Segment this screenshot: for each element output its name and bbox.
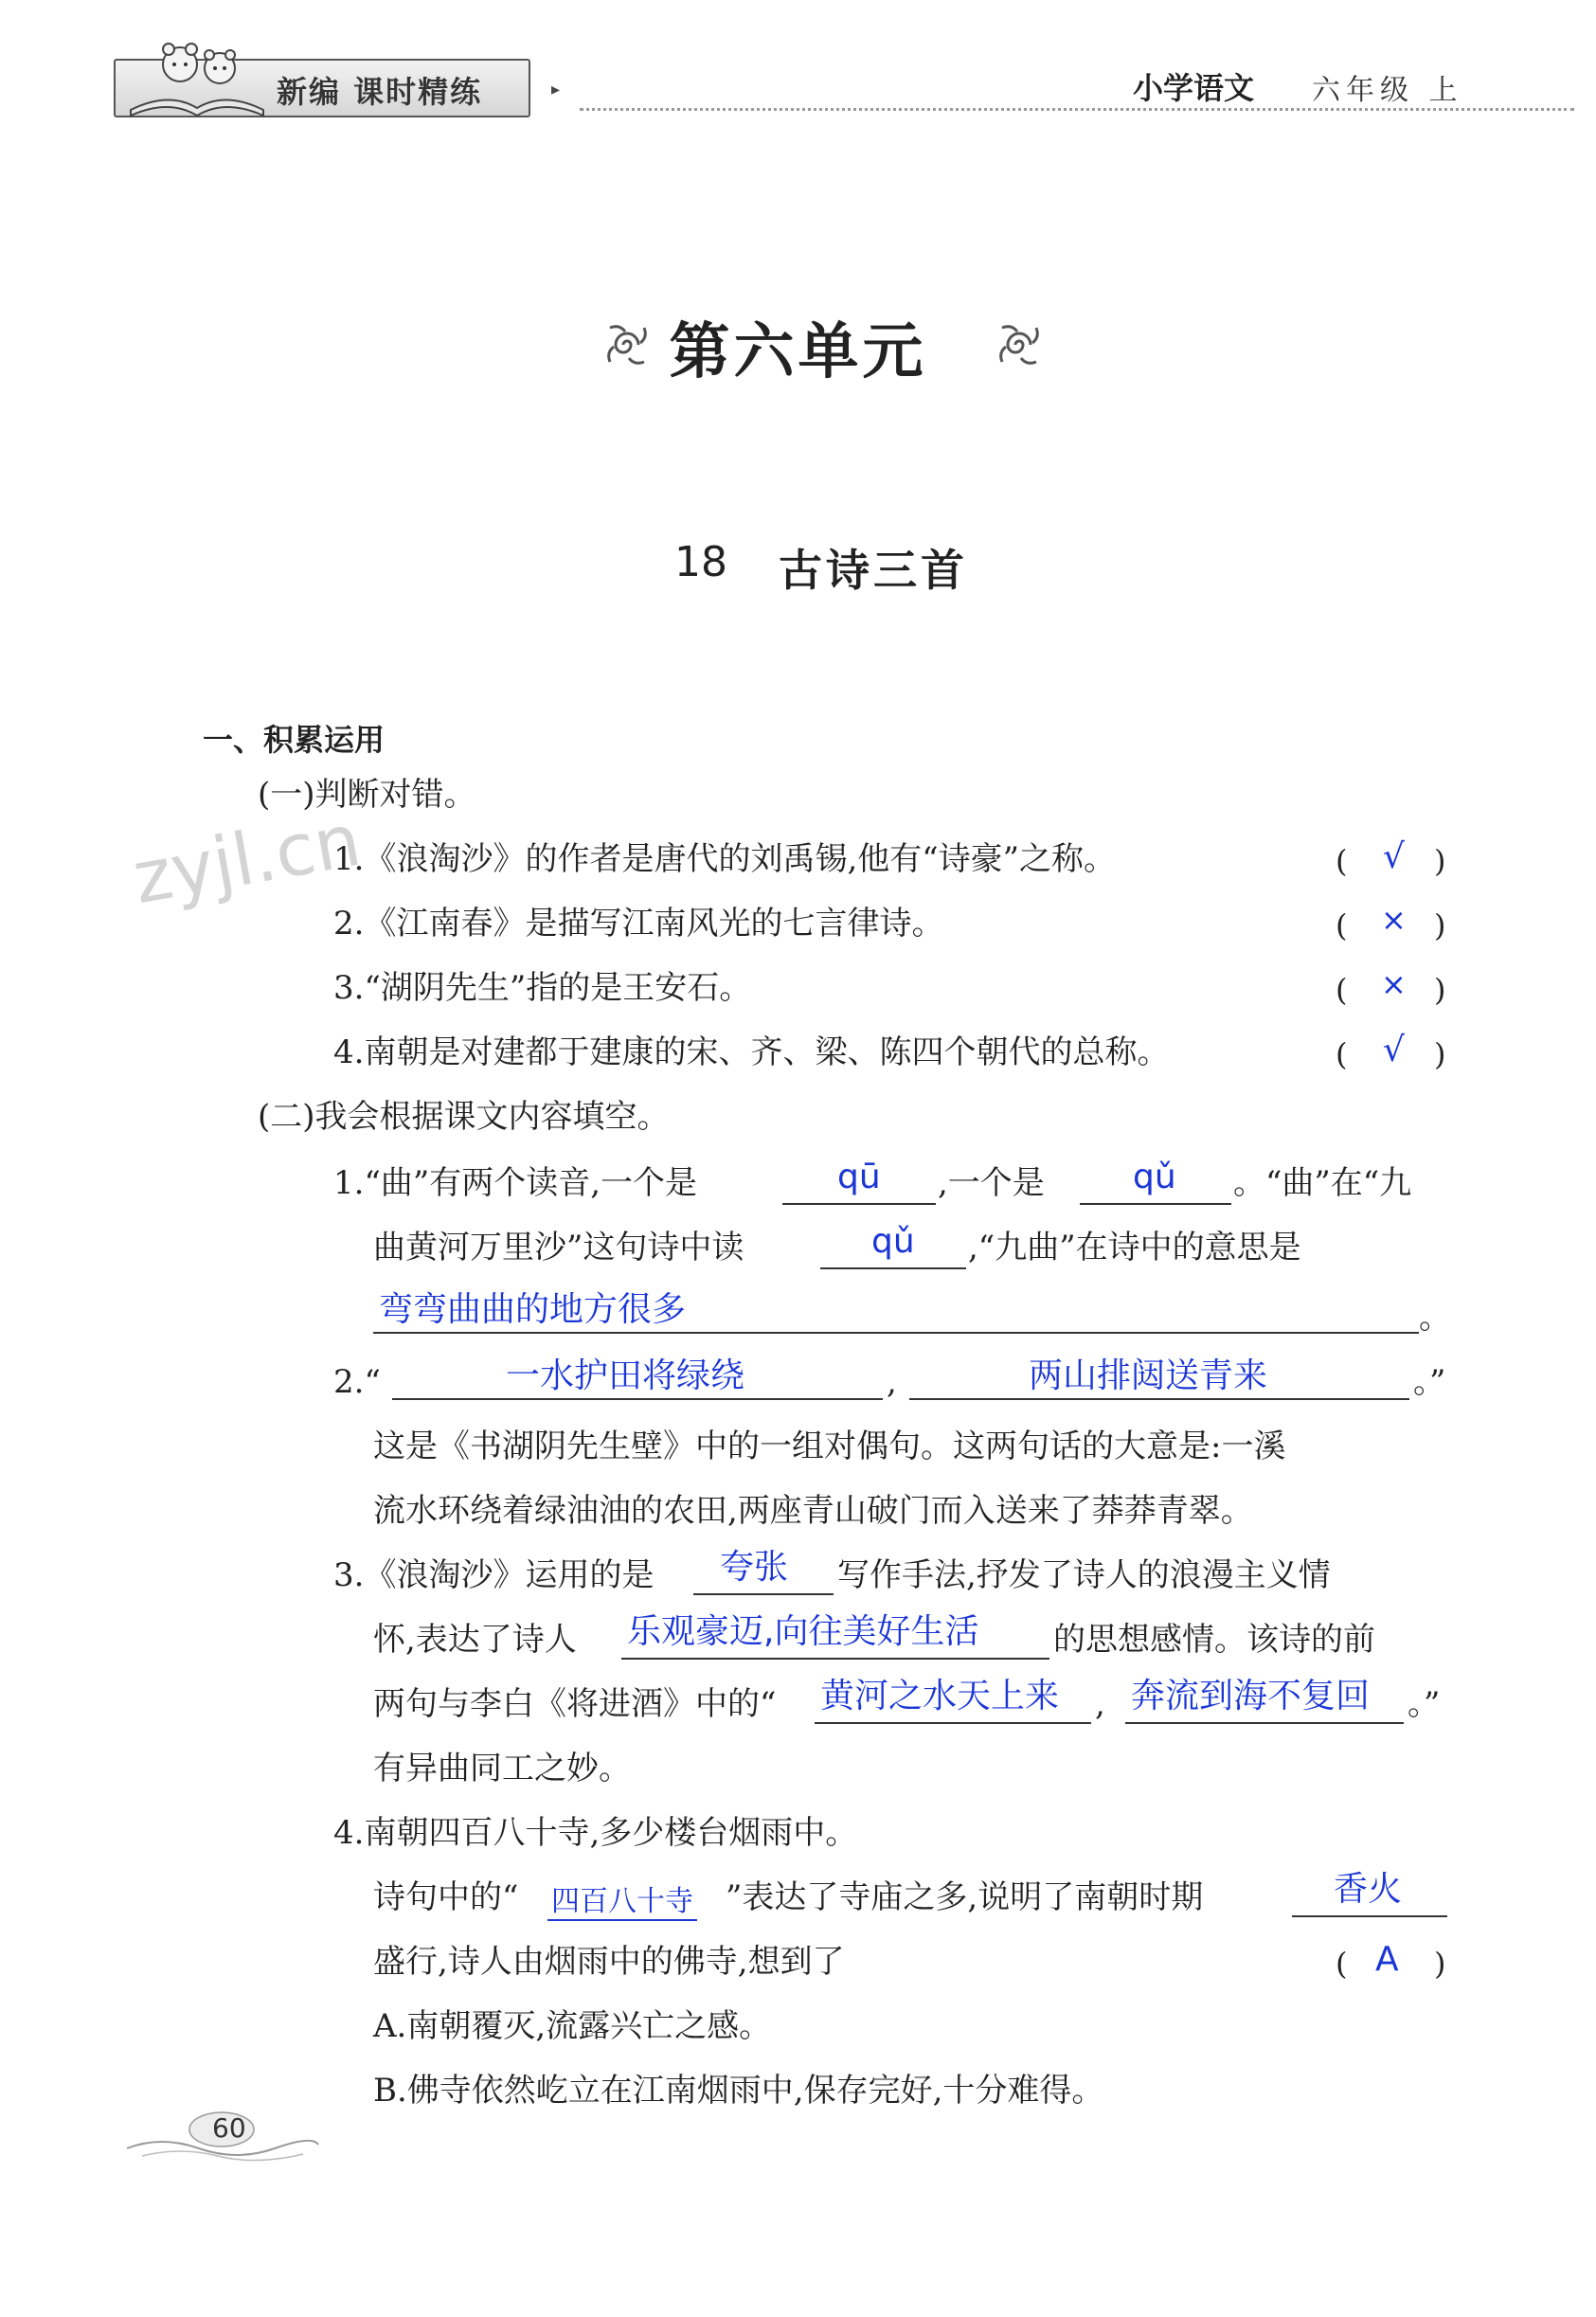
answer-parens: ( <box>1336 1946 1348 1982</box>
header-grade: 六年级 上 <box>1312 74 1463 107</box>
page-number: 60 <box>212 2112 246 2144</box>
question-text: 。” <box>1408 1685 1441 1723</box>
answer-parens: ) <box>1434 1946 1446 1982</box>
watermark: zyjl.cn <box>127 797 368 921</box>
header-brand: 新编 课时精练 <box>277 74 483 110</box>
answer-parens: ( <box>1336 972 1348 1008</box>
answer-blank <box>909 1398 1409 1400</box>
answer-parens: ( <box>1336 1036 1348 1072</box>
underlined-phrase: 四百八十寺 <box>547 1877 697 1921</box>
answer-parens: ) <box>1434 1036 1446 1072</box>
question-text: , <box>1095 1685 1105 1723</box>
answer-parens: ( <box>1336 843 1348 879</box>
judge-item: 3.“湖阴先生”指的是王安石。 <box>333 969 752 1007</box>
question-text: 。” <box>1413 1363 1446 1401</box>
handwritten-answer: 一水护田将绿绕 <box>506 1356 745 1395</box>
choice-answer: A <box>1375 1940 1399 1979</box>
section-heading: 一、积累运用 <box>203 722 386 758</box>
question-text: 3.《浪淘沙》运用的是 <box>333 1556 655 1594</box>
answer-blank <box>1125 1722 1404 1724</box>
question-text: ,“九曲”在诗中的意思是 <box>968 1229 1301 1266</box>
question-text: ,一个是 <box>938 1164 1045 1202</box>
answer-blank <box>820 1267 966 1269</box>
answer-parens: ) <box>1434 907 1446 943</box>
handwritten-answer: qū <box>837 1158 881 1196</box>
handwritten-answer: qǔ <box>1133 1158 1176 1196</box>
question-text: 2.“ <box>333 1363 381 1401</box>
bear-reading-book-logo <box>121 25 273 119</box>
header-arrow-icon: ▸ <box>551 80 561 99</box>
part-heading: (二)我会根据课文内容填空。 <box>258 1098 670 1136</box>
answer-blank <box>1080 1203 1231 1205</box>
question-text: 曲黄河万里沙”这句诗中读 <box>373 1229 744 1266</box>
answer-blank <box>392 1398 883 1400</box>
answer-parens: ) <box>1434 843 1446 879</box>
part-heading: (一)判断对错。 <box>258 776 476 814</box>
question-text: 流水环绕着绿油油的农田,两座青山破门而入送来了莽莽青翠。 <box>373 1492 1253 1530</box>
question-text: 盛行,诗人由烟雨中的佛寺,想到了 <box>373 1943 845 1981</box>
question-text: 的思想感情。该诗的前 <box>1053 1621 1375 1659</box>
answer-blank <box>782 1203 936 1205</box>
handwritten-answer: 乐观豪迈,向往美好生活 <box>627 1612 979 1651</box>
answer-parens: ( <box>1336 907 1348 943</box>
handwritten-answer: 香火 <box>1334 1870 1403 1909</box>
question-text: 诗句中的“ <box>373 1878 519 1916</box>
handwritten-answer: 夸张 <box>720 1548 789 1587</box>
answer-blank <box>693 1593 834 1595</box>
option-b: B.佛寺依然屹立在江南烟雨中,保存完好,十分难得。 <box>373 2072 1104 2110</box>
question-text: 。“曲”在“九 <box>1233 1164 1412 1202</box>
question-text: 写作手法,抒发了诗人的浪漫主义情 <box>837 1556 1331 1594</box>
question-text: 这是《书湖阴先生壁》中的一组对偶句。这两句话的大意是:一溪 <box>373 1428 1286 1465</box>
answer-blank <box>621 1658 1049 1660</box>
answer-blank <box>815 1722 1091 1724</box>
question-text: 两句与李白《将进酒》中的“ <box>373 1685 777 1723</box>
option-a: A.南朝覆灭,流露兴亡之感。 <box>373 2007 772 2045</box>
question-text: 1.“曲”有两个读音,一个是 <box>333 1164 698 1202</box>
handwritten-answer: 弯弯曲曲的地方很多 <box>379 1290 687 1329</box>
question-text: 有异曲同工之妙。 <box>373 1750 631 1787</box>
header-divider <box>580 108 1574 111</box>
question-text: 。 <box>1419 1299 1451 1337</box>
unit-title: 第六单元 <box>669 316 927 387</box>
question-text: 4.南朝四百八十寺,多少楼台烟雨中。 <box>333 1814 858 1852</box>
question-text: , <box>887 1363 897 1401</box>
answer-parens: ) <box>1434 972 1446 1008</box>
answer-blank <box>1292 1915 1447 1917</box>
question-text: 怀,表达了诗人 <box>373 1621 577 1659</box>
swirl-ornament-icon <box>989 314 1049 375</box>
answer-blank <box>373 1332 1419 1334</box>
lesson-number: 18 <box>674 538 727 586</box>
judge-item: 1.《浪淘沙》的作者是唐代的刘禹锡,他有“诗豪”之称。 <box>333 840 1117 878</box>
handwritten-answer: qǔ <box>871 1222 915 1261</box>
judge-answer: × <box>1381 902 1407 938</box>
handwritten-answer: 黄河之水天上来 <box>820 1677 1060 1715</box>
handwritten-answer: 两山排闼送青来 <box>1029 1356 1268 1395</box>
handwritten-answer: 奔流到海不复回 <box>1131 1677 1371 1715</box>
question-text: ”表达了寺庙之多,说明了南朝时期 <box>726 1878 1204 1916</box>
header-subject: 小学语文 <box>1133 70 1255 106</box>
judge-answer: √ <box>1383 837 1405 876</box>
judge-item: 2.《江南春》是描写江南风光的七言律诗。 <box>333 905 944 943</box>
judge-answer: × <box>1381 966 1407 1002</box>
lesson-title: 古诗三首 <box>779 545 968 596</box>
judge-answer: √ <box>1383 1031 1405 1069</box>
judge-item: 4.南朝是对建都于建康的宋、齐、梁、陈四个朝代的总称。 <box>333 1033 1170 1071</box>
